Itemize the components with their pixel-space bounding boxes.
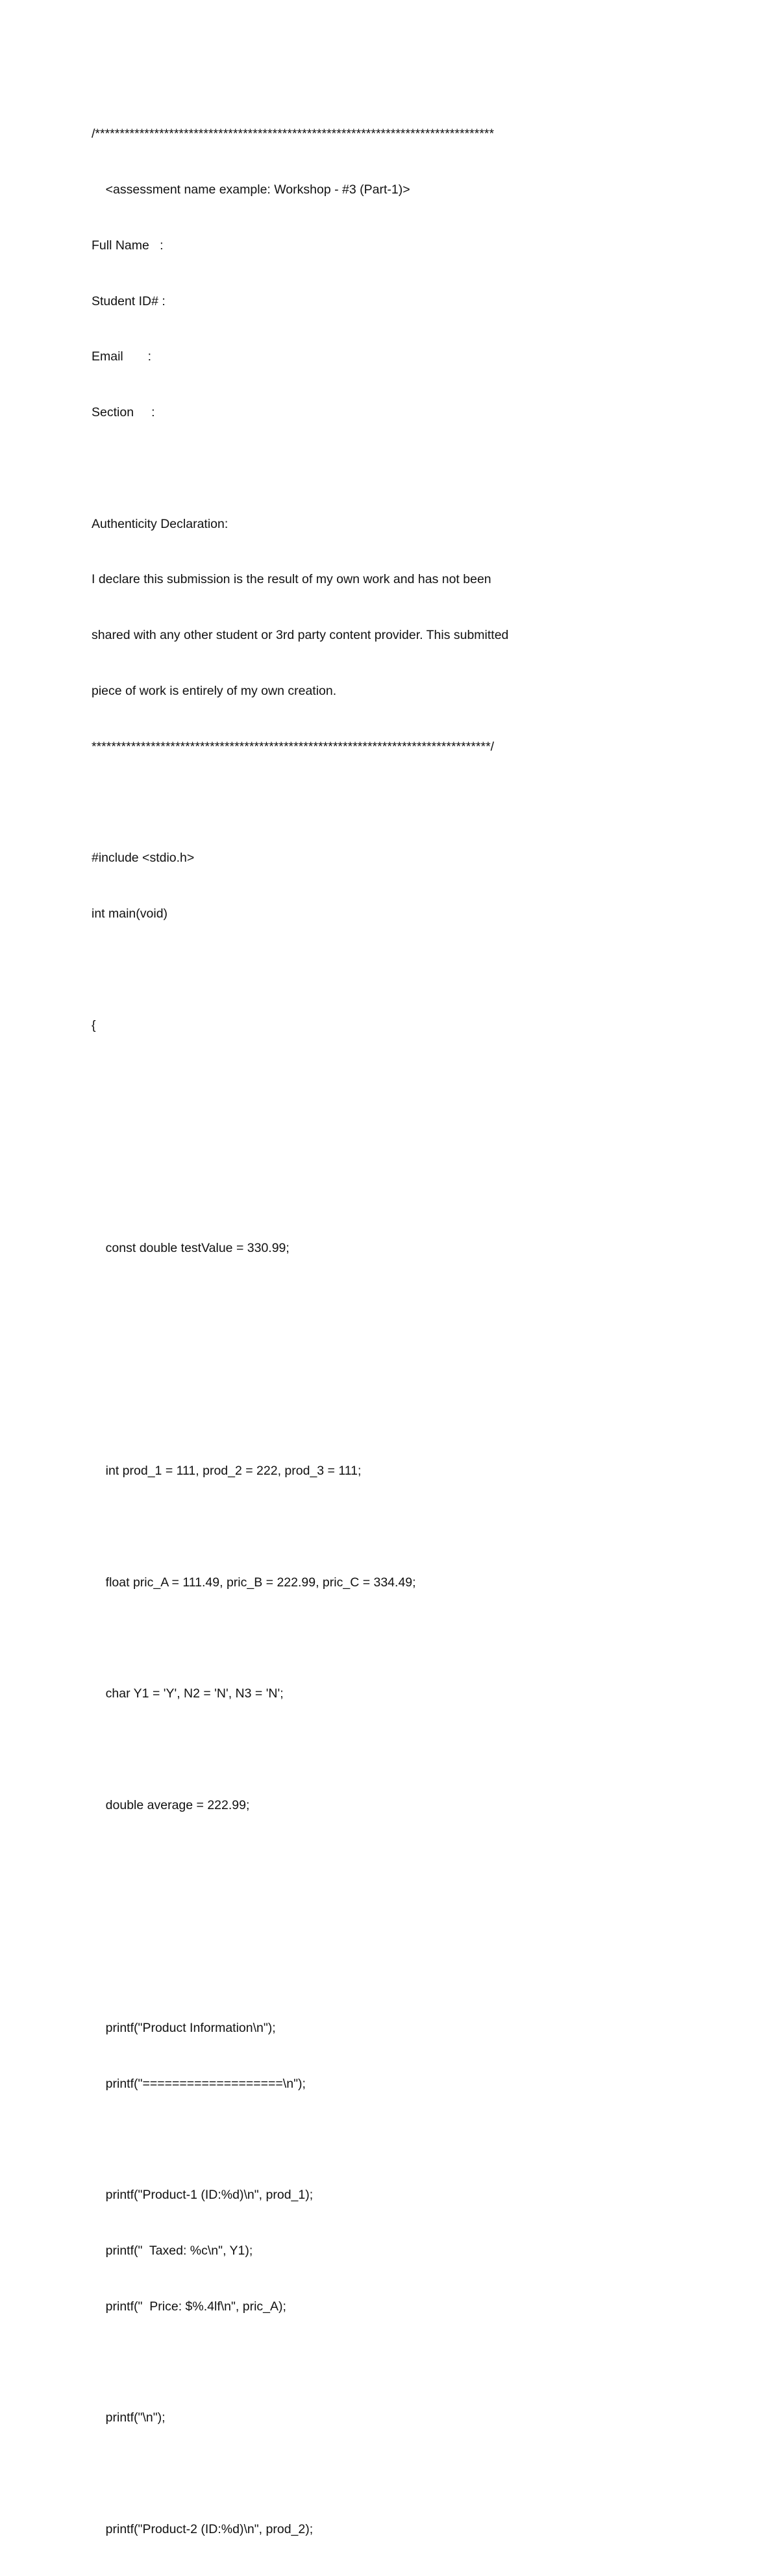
blank-line: [92, 2130, 741, 2149]
blank-line: [92, 1963, 741, 1982]
double-average-line: double average = 222.99;: [92, 1797, 250, 1812]
blank-line: [92, 1183, 741, 1202]
document-body: [92, 88, 741, 2576]
include-line: #include <stdio.h>: [92, 851, 195, 866]
blank-line: [92, 1127, 741, 1146]
blank-line: [92, 960, 741, 979]
student-id-line: Student ID# :: [92, 294, 166, 308]
blank-line: [92, 1295, 741, 1314]
email-line: Email :: [92, 349, 152, 364]
int-prod-line: int prod_1 = 111, prod_2 = 222, prod_3 = 111;: [92, 1463, 362, 1478]
declaration-line-2: shared with any other student or 3rd party content provider. This submitted: [92, 628, 509, 643]
authenticity-heading: Authenticity Declaration:: [92, 516, 229, 531]
declaration-line-3: piece of work is entirely of my own creation.: [92, 684, 337, 698]
printf-taxed-line: printf(" Taxed: %c\n", Y1);: [92, 2243, 253, 2258]
blank-line: [92, 1350, 741, 1369]
main-signature-line: int main(void): [92, 907, 168, 921]
full-name-line: Full Name :: [92, 238, 164, 253]
blank-line: [92, 1740, 741, 1759]
blank-line: [92, 1406, 741, 1425]
blank-line: [92, 794, 741, 812]
float-price-line: float pric_A = 111.49, pric_B = 222.99, pric_C = 334.49;: [92, 1575, 416, 1590]
assessment-name-line: <assessment name example: Workshop - #3 (Part-1)>: [92, 182, 410, 197]
blank-line: [92, 1907, 741, 1926]
printf-price-line: printf(" Price: $%.4lf\n", pric_A);: [92, 2299, 286, 2314]
section-line: Section :: [92, 405, 155, 420]
blank-line: [92, 1851, 741, 1870]
printf-newline-line: printf("\n");: [92, 2410, 166, 2425]
printf-product-info-line: printf("Product Information\n");: [92, 2020, 276, 2035]
blank-line: [92, 2464, 741, 2483]
comment-close-line: *********************************************************************************/: [92, 739, 495, 754]
printf-separator-line: printf("===================\n");: [92, 2076, 306, 2091]
blank-line: [92, 459, 741, 478]
blank-line: [92, 1518, 741, 1536]
blank-line: [92, 1629, 741, 1647]
blank-line: [92, 1071, 741, 1090]
blank-line: [92, 2353, 741, 2371]
test-value-line: const double testValue = 330.99;: [92, 1240, 290, 1255]
char-tax-line: char Y1 = 'Y', N2 = 'N', N3 = 'N';: [92, 1686, 284, 1701]
comment-open-line: /*********************************************************************************: [92, 127, 495, 142]
declaration-line-1: I declare this submission is the result of my own work and has not been: [92, 572, 491, 587]
printf-product-1-line: printf("Product-1 (ID:%d)\n", prod_1);: [92, 2188, 314, 2203]
printf-product-2-line: printf("Product-2 (ID:%d)\n", prod_2);: [92, 2521, 314, 2536]
open-brace-line: {: [92, 1018, 96, 1032]
